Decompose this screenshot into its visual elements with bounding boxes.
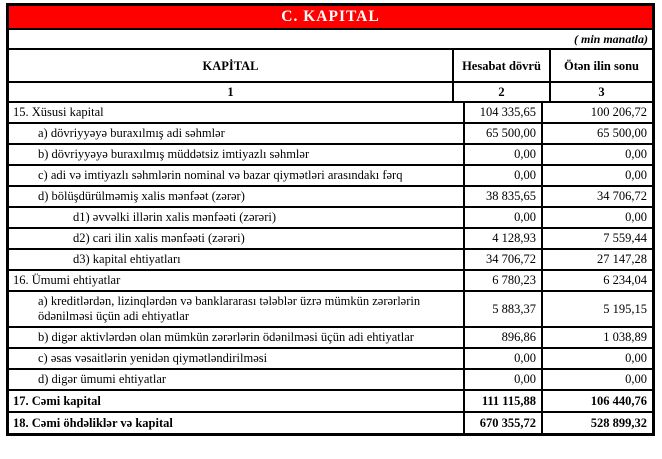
current-period-value: 38 835,65 — [465, 187, 543, 206]
previous-year-value: 0,00 — [625, 210, 647, 224]
table-row — [9, 229, 652, 250]
previous-year-value: 0,00 — [625, 372, 647, 386]
current-period-value: 34 706,72 — [465, 250, 543, 269]
section-title-bar — [9, 6, 652, 30]
row-label: a) dövriyyəyə buraxılmış adi səhmlər — [9, 124, 465, 143]
row-label: c) əsas vəsaitlərin yenidən qiymətləndirilməsi — [9, 349, 465, 368]
row-label: c) adi və imtiyazlı səhmlərin nominal və bazar qiymətləri arasındakı fərq — [9, 166, 465, 185]
previous-year-value: 0,00 — [625, 147, 647, 161]
current-period-value: 0,00 — [465, 166, 543, 185]
table-row — [9, 166, 652, 187]
row-label: d1) əvvəlki illərin xalis mənfəəti (zərəri) — [9, 208, 465, 227]
row-label: d) bölüşdürülməmiş xalis mənfəət (zərər) — [9, 187, 465, 206]
previous-year-value: 0,00 — [625, 351, 647, 365]
previous-year-value: 5 195,15 — [603, 301, 647, 316]
capital-section-table — [6, 3, 655, 436]
current-period-value: 5 883,37 — [465, 292, 543, 326]
section-title: C. KAPITAL — [281, 8, 380, 25]
row-label: a) kreditlərdən, lizinqlərdən və banklararası tələblər üzrə mümkün zərərlərin ödənilməsi üçün adi ehtiyatlar — [9, 292, 465, 326]
table-row — [9, 187, 652, 208]
column-number-row — [9, 83, 652, 103]
table-row — [9, 292, 652, 328]
row-label: 17. Cəmi kapital — [9, 391, 465, 411]
current-period-value: 4 128,93 — [465, 229, 543, 248]
previous-year-value: 0,00 — [625, 168, 647, 182]
current-period-value: 65 500,00 — [465, 124, 543, 143]
row-label: b) dövriyyəyə buraxılmış müddətsiz imtiyazlı səhmlər — [9, 145, 465, 164]
row-label: b) digər aktivlərdən olan mümkün zərərlərin ödənilməsi üçün adi ehtiyatlar — [9, 328, 465, 347]
column-number-2: 2 — [454, 83, 551, 101]
column-header-previous-year-end: Ötən ilin sonu — [563, 58, 640, 73]
units-note: ( min manatla) — [573, 31, 648, 46]
previous-year-value: 27 147,28 — [597, 252, 647, 266]
current-period-value: 0,00 — [465, 145, 543, 164]
table-row — [9, 103, 652, 124]
column-number-3: 3 — [598, 85, 605, 99]
table-row — [9, 250, 652, 271]
column-number-1: 1 — [9, 83, 454, 101]
current-period-value: 0,00 — [465, 208, 543, 227]
row-label: d2) cari ilin xalis mənfəəti (zərəri) — [9, 229, 465, 248]
previous-year-value: 6 234,04 — [603, 273, 647, 287]
table-row — [9, 145, 652, 166]
column-header-row — [9, 50, 652, 83]
row-label: 18. Cəmi öhdəliklər və kapital — [9, 413, 465, 433]
row-label: d3) kapital ehtiyatları — [9, 250, 465, 269]
table-row — [9, 370, 652, 391]
row-label: 16. Ümumi ehtiyatlar — [9, 271, 465, 290]
current-period-value: 104 335,65 — [465, 103, 543, 122]
table-row — [9, 124, 652, 145]
row-label: d) digər ümumi ehtiyatlar — [9, 370, 465, 389]
current-period-value: 896,86 — [465, 328, 543, 347]
current-period-value: 670 355,72 — [465, 413, 543, 433]
previous-year-value: 34 706,72 — [597, 189, 647, 203]
table-row — [9, 413, 652, 433]
current-period-value: 0,00 — [465, 349, 543, 368]
current-period-value: 0,00 — [465, 370, 543, 389]
previous-year-value: 7 559,44 — [603, 231, 647, 245]
table-row — [9, 208, 652, 229]
column-header-label: KAPİTAL — [9, 50, 454, 81]
current-period-value: 6 780,23 — [465, 271, 543, 290]
current-period-value: 111 115,88 — [465, 391, 543, 411]
table-row — [9, 349, 652, 370]
previous-year-value: 100 206,72 — [590, 105, 647, 119]
column-header-current-period: Hesabat dövrü — [454, 50, 551, 81]
previous-year-value: 106 440,76 — [590, 393, 647, 408]
table-row — [9, 391, 652, 413]
previous-year-value: 528 899,32 — [590, 415, 647, 430]
table-row — [9, 328, 652, 349]
previous-year-value: 65 500,00 — [597, 126, 647, 140]
table-body — [9, 103, 652, 433]
units-note-row — [9, 30, 652, 50]
previous-year-value: 1 038,89 — [603, 330, 647, 344]
row-label: 15. Xüsusi kapital — [9, 103, 465, 122]
table-row — [9, 271, 652, 292]
